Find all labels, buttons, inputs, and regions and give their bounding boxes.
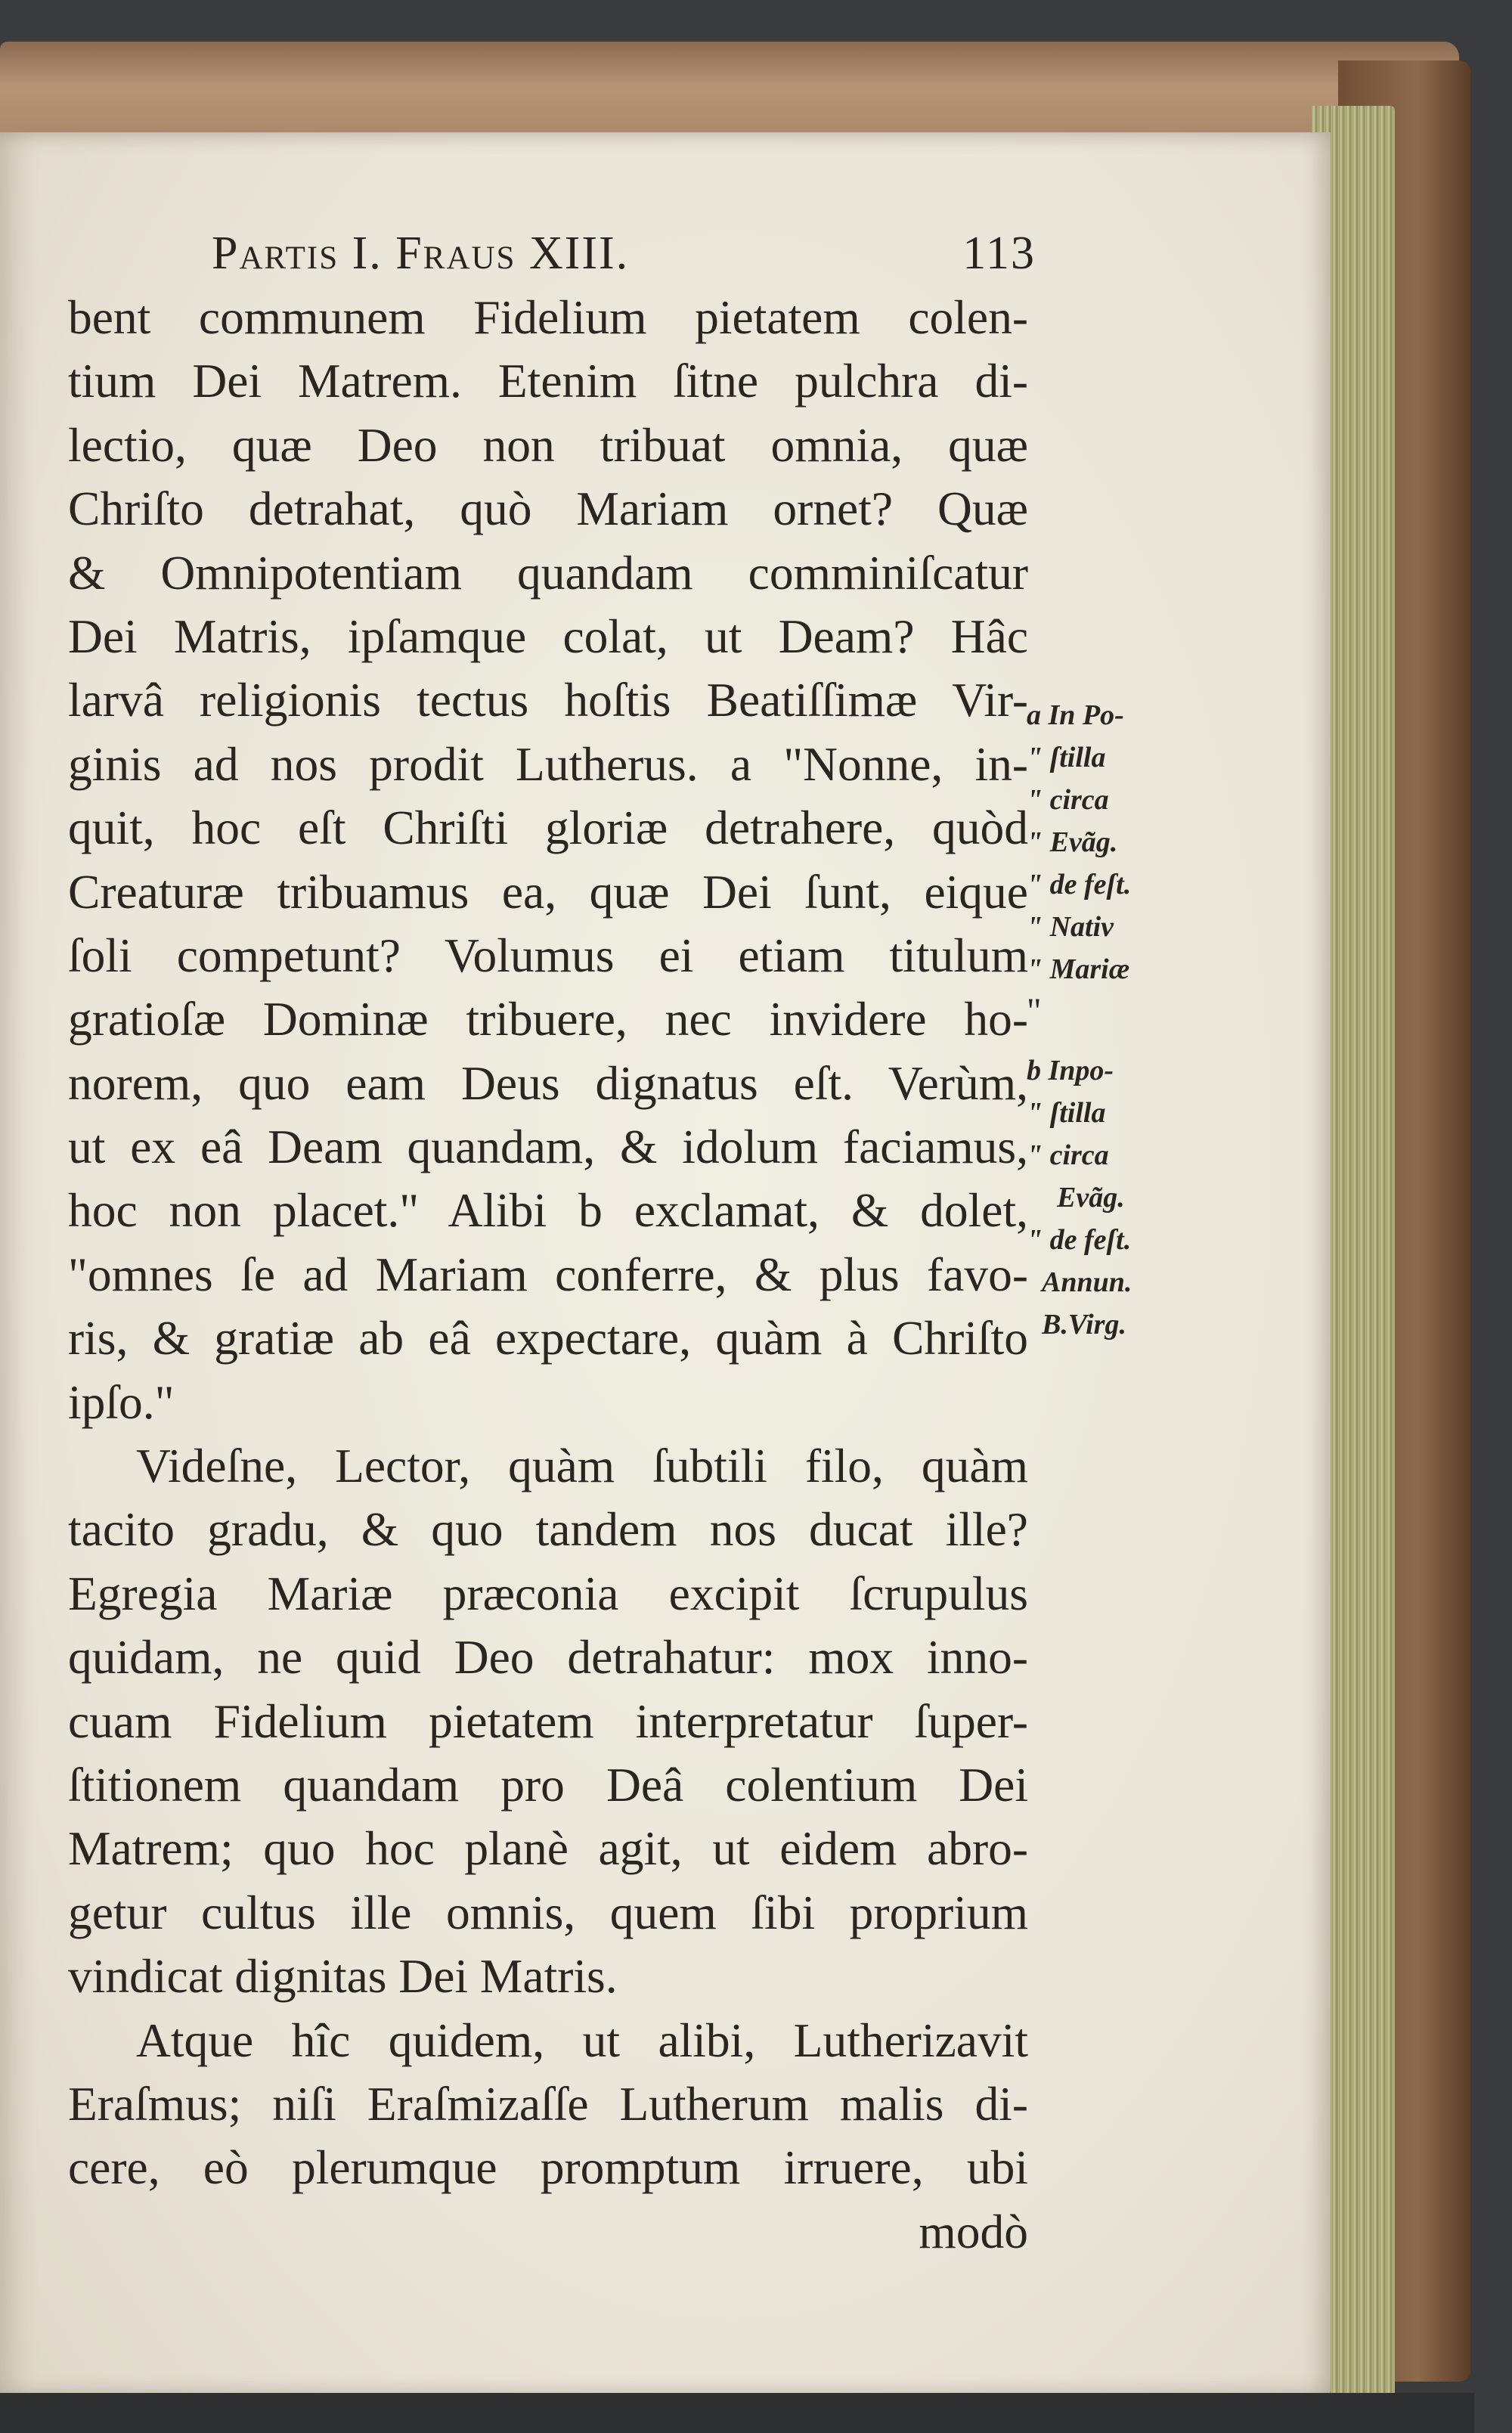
text-line: quidam, ne quid Deo detrahatur: mox inno- [68,1630,1028,1685]
text-line: vindicat dignitas Dei Matris. [68,1949,618,2004]
text-line: hoc non placet." Alibi b exclamat, & dolet, [68,1183,1028,1238]
text-line: larvâ religionis tectus hoſtis Beatiſſimæ Vir- [68,673,1028,727]
margin-note: Evãg. [1057,1182,1125,1213]
text-line: cere, eò plerumque promptum irruere, ubi [68,2140,1028,2195]
text-line: ris, & gratiæ ab eâ expectare, quàm à Chriſto [68,1311,1028,1365]
margin-note: " Evãg. [1027,826,1118,858]
text-line: quit, hoc eſt Chriſti gloriæ detrahere, quòd [68,801,1028,855]
margin-note: Annun. [1042,1266,1132,1298]
text-line: cuam Fidelium pietatem interpretatur ſuper- [68,1694,1028,1748]
text-line: gratioſæ Dominæ tribuere, nec invidere ho- [68,992,1028,1046]
margin-note: " ſtilla [1027,1097,1106,1129]
text-line: ipſo." [68,1375,175,1429]
text-line: norem, quo eam Deus dignatus eſt. Verùm, [68,1055,1028,1110]
margin-note: " Mariæ [1027,953,1130,985]
text-line: ginis ad nos prodit Lutherus. a "Nonne, in- [68,736,1028,791]
text-line: Matrem; quo hoc planè agit, ut eidem abro- [68,1821,1028,1876]
marginal-notes [1027,694,1201,1346]
margin-note: " de feſt. [1027,869,1132,900]
text-line: Eraſmus; niſi Eraſmizaſſe Lutherum malis di- [68,2076,1028,2131]
text-line: Egregia Mariæ præconia excipit ſcrupulus [68,1566,1028,1620]
text-line: lectio, quæ Deo non tribuat omnia, quæ [68,417,1028,472]
text-line: tacito gradu, & quo tandem nos ducat ille? [68,1502,1028,1557]
page-number: 113 [962,228,1036,279]
margin-note: " de feſt. [1027,1224,1132,1256]
text-line: tium Dei Matrem. Etenim ſitne pulchra di- [68,354,1028,408]
running-title: Partis I. Fraus XIII. [212,228,630,279]
text-line: Creaturæ tribuamus ea, quæ Dei ſunt, eique [68,864,1028,919]
margin-note: " circa [1027,784,1109,816]
text-line: ſtitionem quandam pro Deâ colentium Dei [68,1757,1028,1812]
text-line: "omnes ſe ad Mariam conferre, & plus favo- [68,1247,1028,1301]
margin-note: b Inpo- [1027,1055,1114,1086]
margin-note: " Nativ [1027,911,1114,943]
text-line: & Omnipotentiam quandam comminiſcatur [68,545,1028,600]
text-line: ut ex eâ Deam quandam, & idolum faciamus, [68,1120,1028,1174]
text-line: getur cultus ille omnis, quem ſibi proprium [68,1885,1028,1939]
body-text [68,286,1028,2264]
text-line: Atque hîc quidem, ut alibi, Lutherizavit [136,2013,1028,2067]
margin-note: B.Virg. [1042,1309,1126,1340]
text-line: ſoli competunt? Volumus ei etiam titulum [68,928,1028,982]
text-line: Dei Matris, ipſamque colat, ut Deam? Hâc [68,609,1028,663]
margin-note: " circa [1027,1139,1109,1171]
margin-note: a In Po- [1027,699,1124,731]
text-line: Chriſto detrahat, quò Mariam ornet? Quæ [68,482,1028,536]
text-line: Videſne, Lector, quàm ſubtili filo, quàm [136,1439,1028,1493]
margin-note: " ſtilla [1027,742,1106,773]
table-background [0,2393,1474,2433]
running-header [212,227,1036,287]
text-line: bent communem Fidelium pietatem colen- [68,290,1028,344]
catchword: modò [919,2204,1028,2258]
margin-note: " [1027,991,1042,1031]
